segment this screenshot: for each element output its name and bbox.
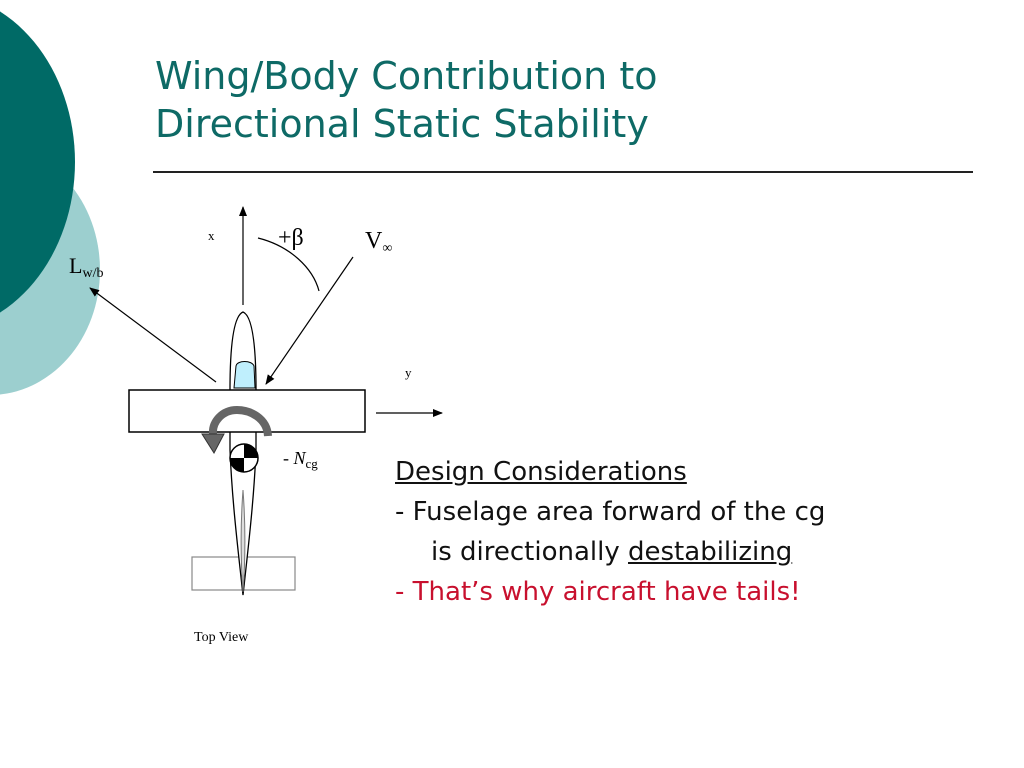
moment-subscript: cg bbox=[305, 456, 318, 471]
diagram-caption: Top View bbox=[194, 630, 249, 645]
velocity-label: V bbox=[365, 228, 383, 254]
design-considerations bbox=[395, 452, 1005, 612]
lift-subscript: w/b bbox=[82, 266, 104, 281]
considerations-heading: Design Considerations bbox=[395, 457, 687, 487]
y-axis-label: y bbox=[405, 365, 412, 380]
velocity-vector-arrow bbox=[266, 257, 353, 384]
beta-label: +β bbox=[278, 225, 304, 251]
moment-symbol bbox=[283, 448, 318, 471]
consideration-1-prefix: is directionally bbox=[431, 537, 629, 567]
lift-label: L bbox=[69, 253, 83, 278]
moment-label: N bbox=[293, 448, 306, 468]
velocity-subscript: ∞ bbox=[382, 241, 393, 256]
destabilizing-emphasis: destabilizing bbox=[628, 537, 793, 567]
lift-symbol bbox=[69, 253, 103, 281]
vertical-fin bbox=[241, 490, 245, 592]
lift-vector-arrow bbox=[90, 288, 216, 382]
canopy bbox=[234, 362, 255, 389]
title-line-2: Directional Static Stability bbox=[155, 102, 649, 146]
consideration-1: - Fuselage area forward of the cg bbox=[395, 497, 826, 527]
velocity-symbol bbox=[365, 228, 392, 256]
moment-prefix: - bbox=[283, 448, 294, 468]
yaw-moment-arrowhead bbox=[202, 434, 224, 453]
consideration-1-cont bbox=[395, 532, 1005, 572]
center-of-gravity-icon bbox=[230, 444, 258, 472]
consideration-2: - That’s why aircraft have tails! bbox=[395, 577, 801, 607]
x-axis-label: x bbox=[208, 228, 215, 243]
title-line-1: Wing/Body Contribution to bbox=[155, 54, 658, 98]
